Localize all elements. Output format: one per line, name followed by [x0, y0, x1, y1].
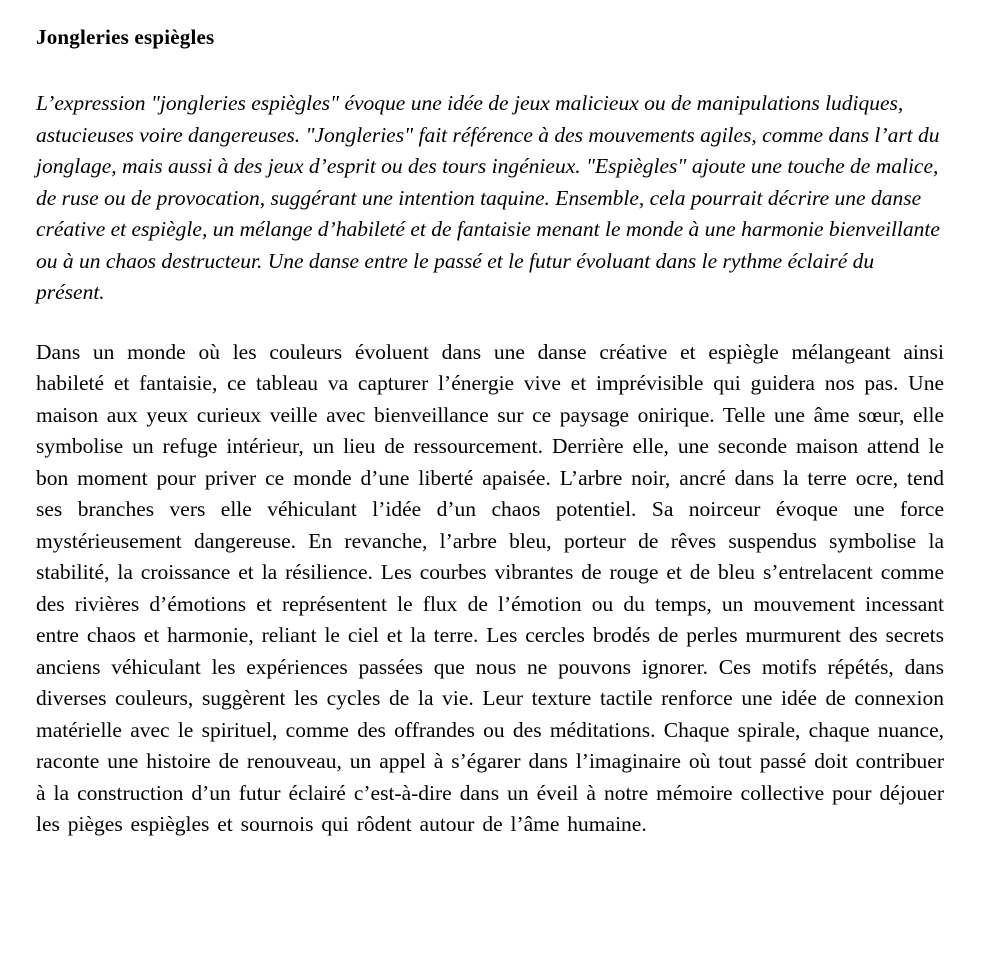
body-paragraph: Dans un monde où les couleurs évoluent dans une danse créative et espiègle mélangeant ainsi habileté et fantaisie, ce tableau va capturer l’énergie vive et imprévisible qui guidera nos pas. Une maison aux yeux curieux veille avec bienveillance sur ce paysage onirique. Telle une âme sœur, elle symbolise un refuge intérieur, un lieu de ressourcement. Derrière elle, une seconde maison attend le bon moment pour priver ce monde d’une liberté apaisée. L’arbre noir, ancré dans la terre ocre, tend ses branches vers elle véhiculant l’idée d’un chaos potentiel. Sa noirceur évoque une force mystérieusement dangereuse. En revanche, l’arbre bleu, porteur de rêves suspendus symbolise la stabilité, la croissance et la résilience. Les courbes vibrantes de rouge et de bleu s’entrelacent comme des rivières d’émotions et représentent le flux de l’émotion ou du temps, un mouvement incessant entre chaos et harmonie, reliant le ciel et la terre. Les cercles brodés de perles murmurent des secrets anciens véhiculant les expériences passées que nous ne pouvons ignorer. Ces motifs répétés, dans diverses couleurs, suggèrent les cycles de la vie. Leur texture tactile renforce une idée de connexion matérielle avec le spirituel, comme des offrandes ou des méditations. Chaque spirale, chaque nuance, raconte une histoire de renouveau, un appel à s’égarer dans l’imaginaire où tout passé doit contribuer à la construction d’un futur éclairé c’est-à-dire dans un éveil à notre mémoire collective pour déjouer les pièges espiègles et sournois qui rôdent autour de l’âme humaine. [36, 339, 944, 836]
intro-paragraph: L’expression "jongleries espiègles" évoque une idée de jeux malicieux ou de manipulations ludiques, astucieuses voire dangereuses. "Jongleries" fait référence à des mouvements agiles, comme dans l’art du jonglage, mais aussi à des jeux d’esprit ou des tours ingénieux. "Espiègles" ajoute une touche de malice, de ruse ou de provocation, suggérant une intention taquine. Ensemble, cela pourrait décrire une danse créative et espiègle, un mélange d’habileté et de fantaisie menant le monde à une harmonie bienveillante ou à un chaos destructeur. Une danse entre le passé et le futur évoluant dans le rythme éclairé du présent. [36, 91, 940, 304]
document-title: Jongleries espiègles [36, 25, 215, 49]
